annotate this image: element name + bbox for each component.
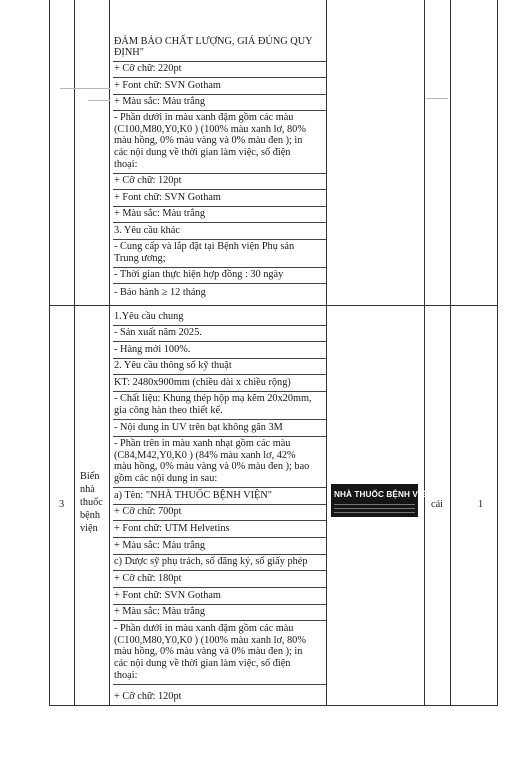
spec-line: + Màu sắc: Màu trắng: [114, 540, 206, 551]
spec-line: (C100,M80,Y0,K0 ) (100% màu xanh lơ, 80%: [114, 124, 306, 135]
unit-cell: cái: [431, 499, 444, 510]
item-name-line: bệnh: [80, 510, 101, 521]
spec-line: ĐẢM BẢO CHẤT LƯỢNG, GIÁ ĐÚNG QUY: [114, 36, 313, 47]
col-divider-stt: [74, 0, 75, 706]
scan-artifact-line: [60, 88, 110, 89]
spec-line: - Bảo hành ≥ 12 tháng: [114, 287, 206, 298]
table-border-bottom: [49, 705, 498, 706]
quantity-cell: 1: [478, 499, 484, 510]
spec-line: thoại:: [114, 159, 138, 170]
table-border-right: [497, 0, 498, 706]
item-name-line: nhà: [80, 484, 95, 495]
spec-line: các nội dung về thời gian làm việc, số điện: [114, 147, 291, 158]
spec-line: + Cỡ chữ: 180pt: [114, 573, 182, 584]
spec-line: màu hồng, 0% màu vàng và 0% màu đen ); in: [114, 135, 303, 146]
spec-line: 2. Yêu cầu thông số kỹ thuật: [114, 360, 232, 371]
spec-line: c) Dược sỹ phụ trách, số đăng ký, số giấy phép: [114, 556, 308, 567]
spec-line: - Nội dung in UV trên bạt không gân 3M: [114, 422, 283, 433]
spec-line: thoại:: [114, 670, 138, 681]
table-border-left: [49, 0, 50, 706]
scan-artifact-line: [426, 98, 448, 99]
spec-line: màu hồng, 0% màu vàng và 0% màu đen ); in: [114, 646, 303, 657]
spec-line: + Font chữ: SVN Gotham: [114, 590, 221, 601]
sign-preview-image: [331, 484, 432, 517]
spec-line: 1.Yêu cầu chung: [114, 311, 184, 322]
spec-line: + Màu sắc: Màu trắng: [114, 208, 206, 219]
spec-line: Trung ương;: [114, 253, 166, 264]
item-name-line: thuốc: [80, 497, 103, 508]
spec-line: (C84,M42,Y0,K0 ) (84% màu xanh lơ, 42%: [114, 450, 296, 461]
spec-line: các nội dung về thời gian làm việc, số điện: [114, 658, 291, 669]
spec-line: - Chất liệu: Khung thép hộp mạ kẽm 20x20mm,: [114, 393, 312, 404]
spec-line: + Màu sắc: Màu trắng: [114, 606, 206, 617]
spec-line: - Cung cấp và lắp đặt tại Bệnh viện Phụ sản: [114, 241, 295, 252]
spec-line: + Màu sắc: Màu trắng: [114, 96, 206, 107]
scan-artifact-line: [88, 100, 110, 101]
spec-line: - Sản xuất năm 2025.: [114, 327, 202, 338]
spec-line: gồm các nội dung in sau:: [114, 473, 218, 484]
spec-line: - Hàng mới 100%.: [114, 344, 191, 355]
spec-line: + Font chữ: UTM Helvetins: [114, 523, 230, 534]
sign-preview-title: NHÀ THUỐC BỆNH VIỆN: [334, 490, 432, 499]
spec-line: - Thời gian thực hiện hợp đồng : 30 ngày: [114, 269, 284, 280]
spec-line: + Cỡ chữ: 120pt: [114, 691, 182, 702]
spec-line: KT: 2480x900mm (chiều dài x chiều rộng): [114, 377, 291, 388]
item-name-line: Biển: [80, 471, 100, 482]
spec-line: - Phần dưới in màu xanh đậm gồm các màu: [114, 112, 294, 123]
col-divider-image: [424, 0, 425, 706]
spec-line: + Cỡ chữ: 220pt: [114, 63, 182, 74]
spec-line: + Font chữ: SVN Gotham: [114, 192, 221, 203]
col-divider-name: [109, 0, 110, 706]
col-divider-unit: [450, 0, 451, 706]
spec-line: (C100,M80,Y0,K0 ) (100% màu xanh lơ, 80%: [114, 635, 306, 646]
spec-line: + Font chữ: SVN Gotham: [114, 80, 221, 91]
spec-line: a) Tên: "NHÀ THUỐC BỆNH VIỆN": [114, 490, 272, 501]
spec-line: gia công hàn theo thiết kế.: [114, 405, 223, 416]
spec-line: + Cỡ chữ: 120pt: [114, 175, 182, 186]
spec-line: + Cỡ chữ: 700pt: [114, 506, 182, 517]
spec-line: - Phần trên in màu xanh nhạt gồm các màu: [114, 438, 291, 449]
spec-line: 3. Yêu cầu khác: [114, 225, 180, 236]
spec-line: - Phần dưới in màu xanh đậm gồm các màu: [114, 623, 294, 634]
row-divider: [49, 305, 498, 306]
item-name-line: viện: [80, 523, 98, 534]
spec-line: ĐỊNH": [114, 47, 144, 58]
spec-line: màu hồng, 0% màu vàng và 0% màu đen ); bao: [114, 461, 310, 472]
row-number: 3: [59, 499, 65, 510]
col-divider-spec: [326, 0, 327, 706]
